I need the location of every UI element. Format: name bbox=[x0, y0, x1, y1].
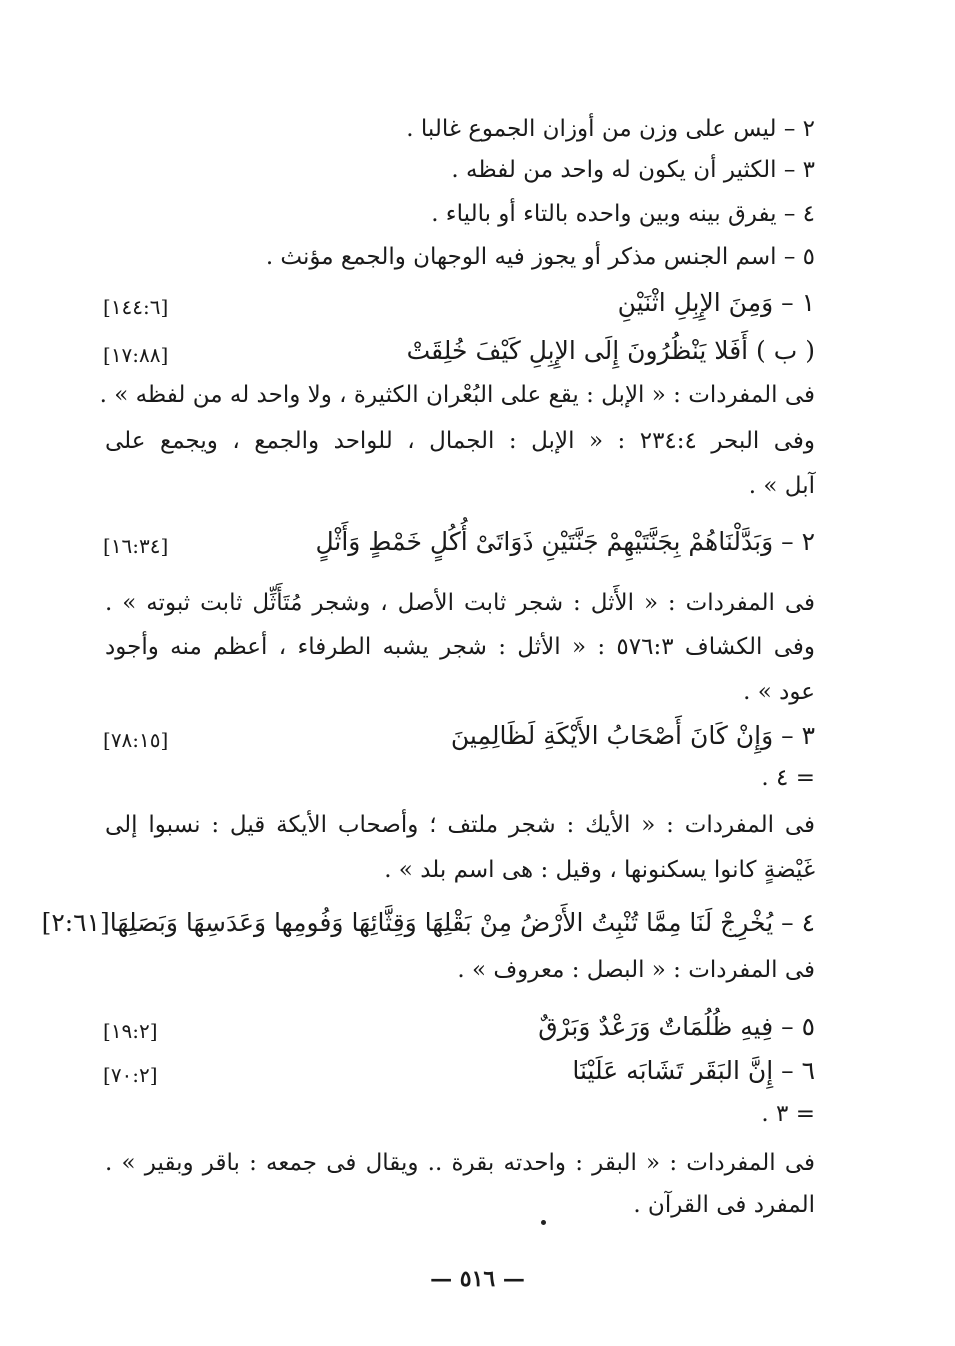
text-line: عود » . bbox=[743, 679, 815, 705]
text-line: المفرد فى القرآن . bbox=[633, 1192, 815, 1218]
verse-reference: [١٦:٣٤] bbox=[103, 534, 169, 558]
verse-line: ( ب ) أَفَلا يَنْظُرُونَ إِلَى الإِبِلِ كَيْفَ خُلِقَتْ bbox=[406, 336, 815, 365]
text-line: فى المفردات : « الإبل : يقع على البُعْران الكثيرة ، ولا واحد له من لفظه » . bbox=[99, 382, 815, 408]
cross-reference-line: = ٤ . bbox=[761, 765, 815, 791]
verse-line: ٤ – يُخْرِجْ لَنَا مِمَّا تُنْبِتُ الأَرْضُ مِنْ بَقْلِهَا وَقِثَّائِهَا وَفُومِها وَعَدَسِهَا وَبَصَلِهَا[٢:٦١] bbox=[41, 908, 815, 937]
verse-reference: [٧٨:١٥] bbox=[103, 728, 169, 752]
verse-line: ٣ – وَإِنْ كَانَ أَصْحَابُ الأَيْكَةِ لَظَالِمِينَ bbox=[450, 721, 815, 750]
text-line: فى المفردات : « البقر : واحدته بقرة .. ويقال فى جمعه : باقر وبقير » . bbox=[105, 1150, 815, 1176]
verse-reference: [١٧:٨٨] bbox=[103, 343, 169, 367]
text-line: ٤ – يفرق بينه وبين واحده بالتاء أو بالياء . bbox=[431, 201, 815, 227]
verse-line: ١ – وَمِنَ الإِبِلِ اثْنَيْنِ bbox=[617, 288, 815, 317]
text-line: غَيْضةٍ كانوا يسكنونها ، وقيل : هى اسم بلد » . bbox=[384, 857, 815, 883]
text-line: فى المفردات : « الأيك : شجر ملتف ؛ وأصحاب الأيكة قيل : نسبوا إلى bbox=[105, 812, 815, 838]
verse-line: ٦ – إِنَّ البَقَر تَشَابَه عَلَيْنَا bbox=[572, 1056, 815, 1085]
text-line: ٣ – الكثير أن يكون له واحد من لفظه . bbox=[451, 157, 815, 183]
verse-line: ٥ – فِيهِ ظُلُمَاتٌ وَرَعْدٌ وَبَرْقٌ bbox=[538, 1012, 815, 1041]
text-line: وفى الكشاف ٥٧٦:٣ : « الأثل : شجر يشبه الطرفاء ، أعظم منه وأجود bbox=[105, 634, 815, 660]
verse-reference: [١٤٤:٦] bbox=[103, 295, 169, 319]
text-line: ٥ – اسم الجنس مذكر أو يجوز فيه الوجهان والجمع مؤنث . bbox=[265, 244, 815, 270]
verse-reference: [١٩:٢] bbox=[103, 1019, 158, 1043]
text-line: آبل » . bbox=[748, 473, 815, 499]
text-line: فى المفردات : « الأَثل : شجر ثابت الأصل ، وشجر مُتَأَثِّل ثابت ثبوته » . bbox=[105, 590, 815, 616]
text-line: وفى البحر ٢٣٤:٤ : « الإبل : الجمال ، للواحد والجمع ، ويجمع على bbox=[105, 428, 815, 454]
text-line: ٢ – ليس على وزن من أوزان الجموع غالبا . bbox=[406, 116, 815, 142]
page-number: — ٥١٦ — bbox=[430, 1266, 525, 1292]
verse-reference: [٧٠:٢] bbox=[103, 1063, 158, 1087]
text-line: فى المفردات : « البصل : معروف » . bbox=[457, 957, 815, 983]
cross-reference-line: = ٣ . bbox=[761, 1101, 815, 1127]
ink-dot bbox=[541, 1220, 546, 1225]
verse-line: ٢ – وَبَدَّلْنَاهُمْ بِجَنَّتَيْهِمْ جَنَّتَيْنِ ذَوَاتَىْ أُكُلٍ خَمْطٍ وَأَثْلٍ bbox=[315, 527, 815, 556]
